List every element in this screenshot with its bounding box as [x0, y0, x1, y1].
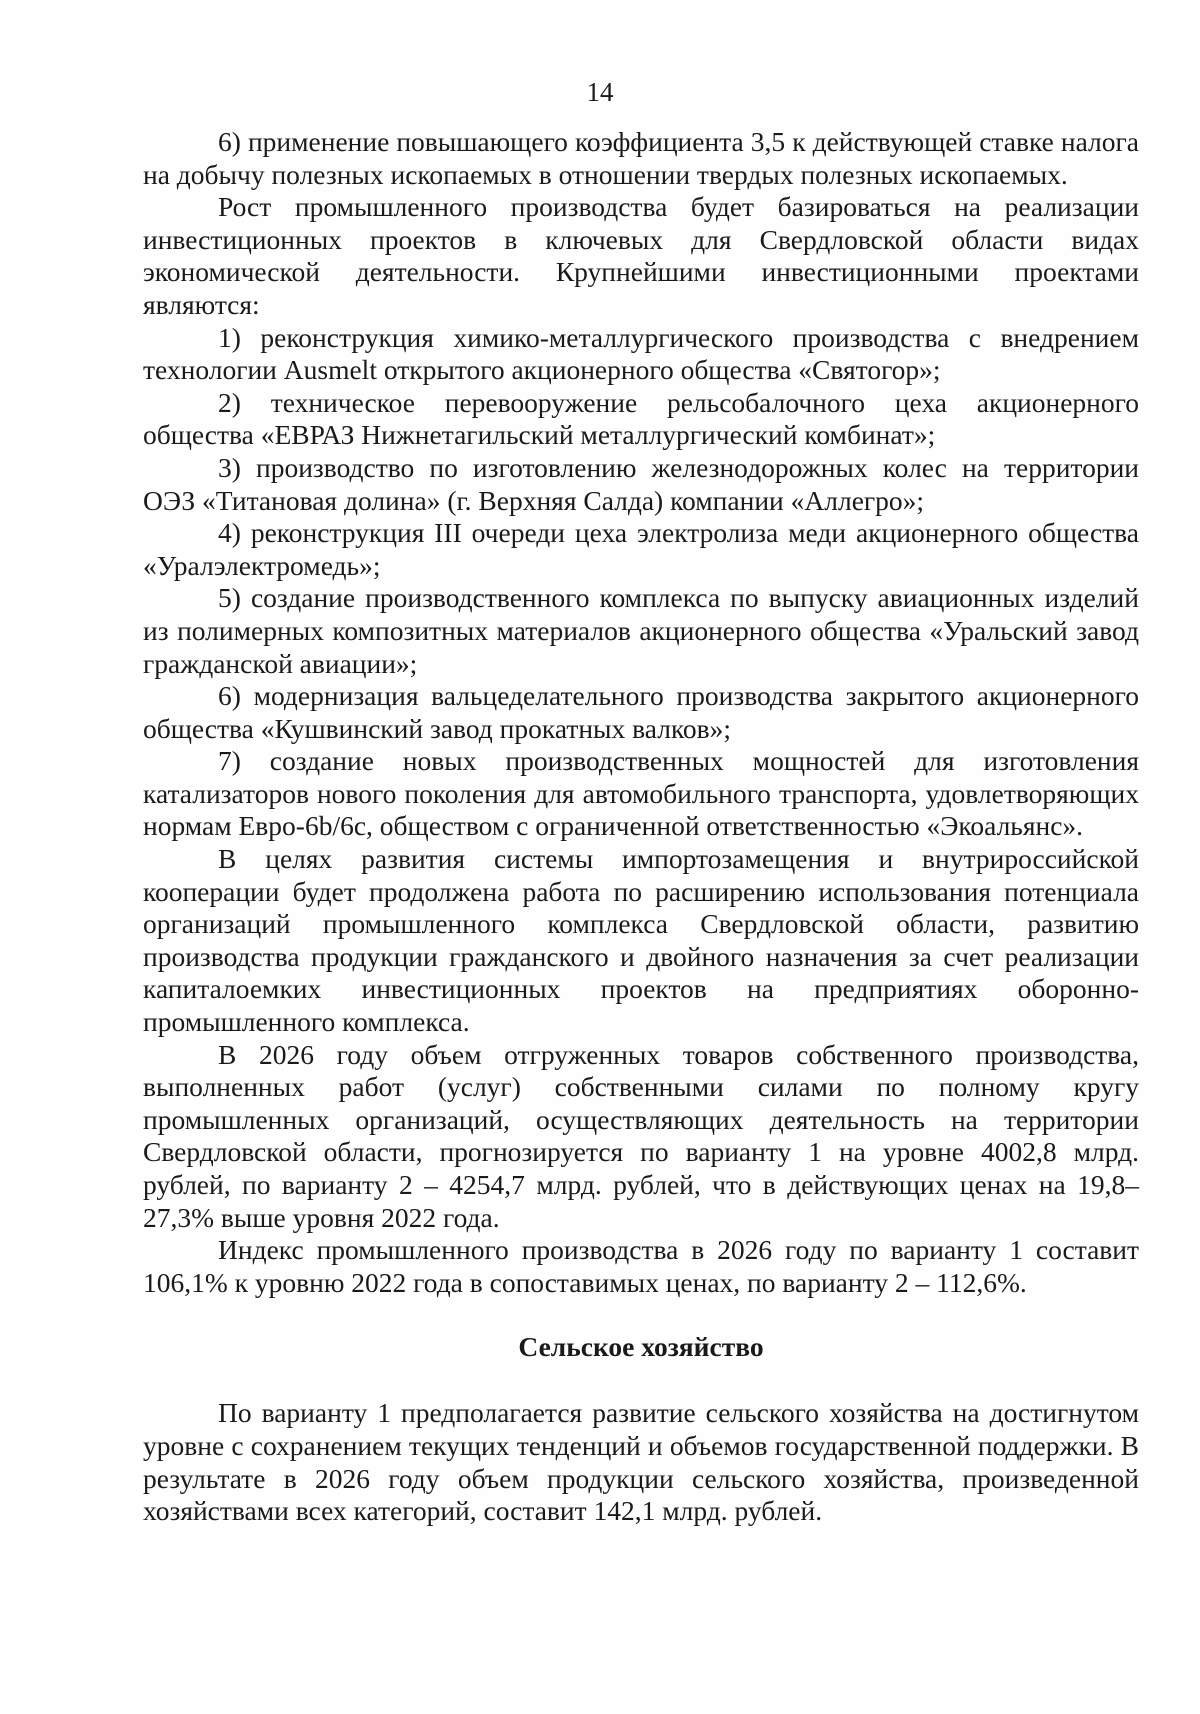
document-body: [143, 126, 1139, 1528]
list-item-1-svyatogor: 1) реконструкция химико-металлургического производства с внедрением технологии Ausmelt открытого акционерного общества «Святогор»;: [143, 321, 1139, 386]
spacer: [143, 1299, 1139, 1331]
list-item-3-allegro: 3) производство по изготовлению железнодорожных колес на территории ОЭЗ «Титановая долина» (г. Верхняя Салда) компании «Аллегро»;: [143, 451, 1139, 516]
paragraph-import-substitution: В целях развития системы импортозамещения и внутрироссийской кооперации будет продолжена работа по расширению использования потенциала организаций промышленного комплекса Свердловской области, развитию производства продукции гражданского и двойного назначения за счет реализации капиталоемких инвестиционных проектов на предприятиях оборонно-промышленного комплекса.: [143, 843, 1139, 1038]
paragraph-shipped-goods-forecast: В 2026 году объем отгруженных товаров собственного производства, выполненных работ (услуг) собственными силами по полному кругу промышленных организаций, осуществляющих деятельность на территории Свердловской области, прогнозируется по варианту 1 на уровне 4002,8 млрд. рублей, по варианту 2 – 4254,7 млрд. рублей, что в действующих ценах на 19,8–27,3% выше уровня 2022 года.: [143, 1038, 1139, 1233]
paragraph-item-6-tax-coefficient: 6) применение повышающего коэффициента 3,5 к действующей ставке налога на добычу полезных ископаемых в отношении твердых полезных ископаемых.: [143, 126, 1139, 190]
list-item-4-uralelektromed: 4) реконструкция III очереди цеха электролиза меди акционерного общества «Уралэлектромедь»;: [143, 517, 1139, 581]
list-item-5-civil-aviation-plant: 5) создание производственного комплекса по выпуску авиационных изделий из полимерных композитных материалов акционерного общества «Уральский завод гражданской авиации»;: [143, 582, 1139, 679]
paragraph-industrial-growth: Рост промышленного производства будет базироваться на реализации инвестиционных проектов в ключевых для Свердловской области видах экономической деятельности. Крупнейшими инвестиционными проектами являются:: [143, 191, 1139, 320]
spacer: [143, 1363, 1139, 1397]
section-heading-agriculture: Сельское хозяйство: [518, 1331, 764, 1363]
page-number: 14: [586, 77, 614, 107]
list-item-6-kushva-rolls-plant: 6) модернизация вальцеделательного производства закрытого акционерного общества «Кушвинский завод прокатных валков»;: [143, 680, 1139, 744]
paragraph-production-index: Индекс промышленного производства в 2026 году по варианту 1 составит 106,1% к уровню 2022 года в сопоставимых ценах, по варианту 2 – 112,6%.: [143, 1234, 1139, 1298]
paragraph-agriculture-variant-1: По варианту 1 предполагается развитие сельского хозяйства на достигнутом уровне с сохранением текущих тенденций и объемов государственной поддержки. В результате в 2026 году объем продукции сельского хозяйства, произведенной хозяйствами всех категорий, составит 142,1 млрд. рублей.: [143, 1397, 1139, 1527]
list-item-7-ekoalyans: 7) создание новых производственных мощностей для изготовления катализаторов нового поколения для автомобильного транспорта, удовлетворяющих нормам Евро-6b/6c, обществом с ограниченной ответственностью «Экоальянс».: [143, 745, 1139, 842]
list-item-2-evraz: 2) техническое перевооружение рельсобалочного цеха акционерного общества «ЕВРАЗ Нижнетагильский металлургический комбинат»;: [143, 386, 1139, 451]
